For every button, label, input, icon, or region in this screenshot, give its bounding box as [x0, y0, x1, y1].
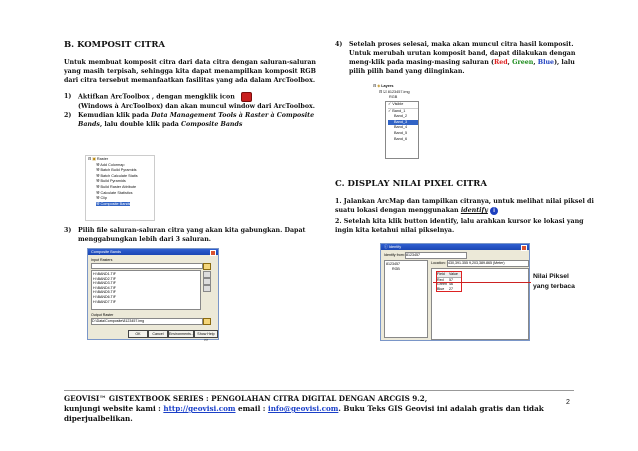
hammer-icon: ⚒	[96, 168, 100, 173]
ok-button[interactable]: OK	[128, 330, 148, 338]
table-row[interactable]: Red 57	[437, 277, 453, 282]
identify-from-select[interactable]: 8123457	[405, 252, 467, 259]
composite-bands-dialog	[87, 248, 219, 340]
hammer-icon: ⚒	[96, 162, 100, 167]
footer	[64, 394, 564, 424]
dropdown-item[interactable]: Band_6	[394, 136, 408, 141]
dropdown-item[interactable]: Band_2	[394, 114, 408, 119]
identify-window	[380, 243, 530, 341]
hammer-icon: ⚒	[96, 196, 100, 201]
environments-button[interactable]: Environments...	[169, 332, 194, 336]
step-4-end: ), lalu pilih pilih band yang diinginkan.	[349, 59, 575, 75]
close-icon[interactable]	[210, 250, 216, 256]
step-4	[335, 40, 587, 76]
dropdown-item[interactable]: ✓ Band_1	[388, 108, 418, 115]
footer-line-3: diperjualbelikan.	[64, 414, 133, 423]
show-help-button[interactable]: Show Help >>	[194, 330, 218, 338]
dropdown-item[interactable]: Band_4	[394, 125, 408, 130]
check-icon: ✓	[388, 108, 392, 113]
toolbox-item[interactable]: ⚒ Batch Calculate Statis	[96, 173, 138, 178]
identify-from-label: Identify from:	[384, 253, 405, 257]
blue-label: Blue	[537, 59, 555, 66]
band-dropdown[interactable]	[385, 101, 419, 159]
output-raster-label: Output Raster	[91, 313, 114, 317]
toolbox-item[interactable]: ⚒ Clip	[96, 196, 108, 201]
arrow-down-icon[interactable]	[203, 285, 211, 292]
identify-title: ⓘ Identify	[381, 244, 529, 250]
list-item[interactable]: H:\BAND5.TIF	[93, 290, 116, 295]
layers-root[interactable]: ⊟ ◈ Layers	[373, 84, 394, 88]
footer-text: . Buku Teks GIS Geovisi ini adalah gratis dan tidak	[338, 404, 544, 413]
hammer-icon: ⚒	[96, 179, 100, 184]
hammer-icon: ⚒	[96, 184, 100, 189]
location-label: Location:	[431, 261, 446, 265]
arrow-up-icon[interactable]	[203, 278, 211, 285]
c-step-1-text: 1. Jalankan ArcMap dan tampilkan citranya, untuk melihat nilai piksel di suatu lokasi dengan menggunakan	[335, 198, 594, 214]
list-item[interactable]: H:\BAND6.TIF	[93, 294, 116, 299]
footer-rule	[64, 390, 574, 391]
green-label: Green	[512, 59, 534, 66]
output-raster-field[interactable]: D:\Data\Composite\8123457.img	[91, 318, 203, 325]
step-2-target: Composite Bands	[181, 121, 243, 128]
page-number: 2	[566, 399, 570, 406]
tree-item[interactable]: 8123457	[386, 262, 400, 266]
c-step-2: 2. Setelah kita klik button identify, lalu arahkan kursor ke lokasi yang ingin kita ketahui nilai pikselnya.	[335, 218, 584, 234]
step-2-path: Data Management Tools à Raster à Composite Bands	[78, 112, 315, 128]
toolbox-item[interactable]: ⚒ Build Pyramids	[96, 179, 126, 184]
dropdown-item-visible[interactable]: ✓ Visible	[388, 102, 404, 106]
footer-line-2	[64, 404, 564, 414]
location-value: 430,391.355 9,203,389.865 (Meter)	[447, 260, 529, 267]
header-field: Field	[437, 272, 445, 276]
annotation-label	[533, 272, 575, 292]
dropdown-item-selected[interactable]: Band_3	[388, 120, 418, 126]
comma: ,	[533, 59, 538, 66]
dialog-title: Composite Bands	[88, 249, 218, 255]
website-link[interactable]: http://geovisi.com	[163, 404, 236, 413]
annotation-line-2: yang terbaca	[533, 283, 575, 290]
step-2-text-b: , lalu double klik pada	[99, 121, 181, 128]
layers-tree	[371, 83, 419, 161]
hammer-icon: ⚒	[96, 173, 100, 178]
toolbox-item[interactable]: ⚒ Calculate Statistics	[96, 190, 133, 195]
list-item[interactable]: H:\BAND1.TIF	[93, 272, 116, 276]
cancel-button[interactable]: Cancel	[148, 330, 168, 338]
list-item[interactable]: H:\BAND4.TIF	[93, 285, 116, 290]
step-2	[64, 111, 316, 129]
step-4-number: 4)	[335, 41, 343, 48]
raster-icon: ▣	[92, 157, 96, 161]
c-step-1	[335, 197, 595, 215]
section-c-heading: C. DISPLAY NILAI PIXEL CITRA	[335, 179, 487, 189]
identify-word: identify	[460, 207, 488, 214]
list-item[interactable]: H:\BAND2.TIF	[93, 276, 116, 281]
header-value: Value	[449, 272, 458, 276]
section-c	[335, 179, 595, 235]
remove-icon[interactable]	[203, 271, 211, 278]
arctoolbox-icon	[241, 92, 252, 102]
hammer-icon: ⚒	[96, 190, 100, 195]
comma: ,	[507, 59, 513, 66]
annotation-line-1: Nilai Piksel	[533, 273, 569, 280]
checkbox-icon: ☑	[383, 89, 387, 94]
input-rasters-list[interactable]	[91, 270, 201, 310]
layers-icon: ◈	[377, 84, 381, 88]
input-rasters-field[interactable]	[91, 263, 203, 269]
toolbox-item[interactable]: ⚒ Batch Build Pyramids	[96, 168, 137, 173]
step-4-text: Setelah proses selesai, maka akan muncul citra hasil komposit. Untuk merubah urutan komposit band, dapat dilakukan dengan meng-klik pada masing-masing saluran	[349, 41, 576, 66]
step-3-number: 3)	[64, 227, 72, 234]
footer-text: kunjungi website kami :	[64, 404, 164, 413]
section-b-heading: B. KOMPOSIT CITRA	[64, 40, 165, 50]
info-icon: i	[490, 207, 498, 215]
step-2-number: 2)	[64, 112, 72, 119]
list-item[interactable]: H:\BAND7.TIF	[93, 299, 116, 304]
arctoolbox-tree	[85, 155, 155, 221]
step-1-number: 1)	[64, 93, 72, 100]
folder-icon[interactable]	[203, 263, 211, 270]
check-icon: ✓	[388, 102, 392, 106]
step-1-text-2: (Windows à ArcToolbox) dan akan muncul window dari ArcToolbox.	[78, 103, 315, 110]
info-icon: ⓘ	[384, 245, 388, 249]
identify-table	[431, 268, 529, 340]
step-2-text-a: Kemudian klik pada	[78, 112, 152, 119]
toolbox-item[interactable]: ⚒ Add Colormap	[96, 162, 125, 167]
annotation-arrow	[433, 282, 531, 283]
table-row[interactable]: Green 46	[437, 282, 453, 287]
email-link[interactable]: info@geovisi.com	[267, 404, 339, 413]
step-1	[64, 92, 316, 111]
red-label: Red	[494, 59, 508, 66]
toolbox-item[interactable]: ⊟ ▣ Raster	[88, 157, 109, 161]
right-column	[335, 40, 587, 76]
step-1-text: Aktifkan ArcToolbox , dengan mengklik icon	[78, 93, 235, 101]
left-column	[64, 40, 316, 129]
paren-open: (	[491, 59, 495, 66]
footer-text: email :	[235, 404, 268, 413]
input-rasters-label: Input Rasters	[91, 258, 113, 262]
hammer-icon: ⚒	[96, 201, 100, 206]
section-b-intro: Untuk membuat komposit citra dari data citra dengan saluran-saluran yang masih terpisah, sehingga kita dapat menampilkan komposit RGB dari citra tersebut memanfaatkan fasilitas yang ada dalam ArcToolbox.	[64, 59, 316, 84]
folder-icon[interactable]	[203, 318, 211, 325]
step-3	[64, 226, 330, 244]
table-row[interactable]: Blue 27	[437, 286, 453, 291]
dropdown-item[interactable]: Band_5	[394, 130, 408, 135]
step-3-text: Pilih file saluran-saluran citra yang akan kita gabungkan. Dapat menggabungkan lebih dari 3 saluran.	[78, 227, 306, 243]
footer-line-1: GEOVISI™ GISTEXTBOOK SERIES : PENGOLAHAN CITRA DIGITAL DENGAN ARCGIS 9.2,	[64, 394, 428, 403]
layer-rgb-label: RGB	[389, 95, 398, 100]
list-item[interactable]: H:\BAND3.TIF	[93, 281, 116, 286]
tree-item[interactable]: RGB	[392, 267, 400, 271]
toolbox-item[interactable]: ⚒ Build Raster Attribute	[96, 184, 137, 189]
identify-tree	[384, 260, 428, 338]
layer-item[interactable]: ⊟ ☑ 8123457.img	[379, 89, 410, 94]
toolbox-item-composite-bands[interactable]: ⚒ Composite Bands	[96, 201, 131, 206]
close-icon[interactable]	[521, 245, 527, 251]
